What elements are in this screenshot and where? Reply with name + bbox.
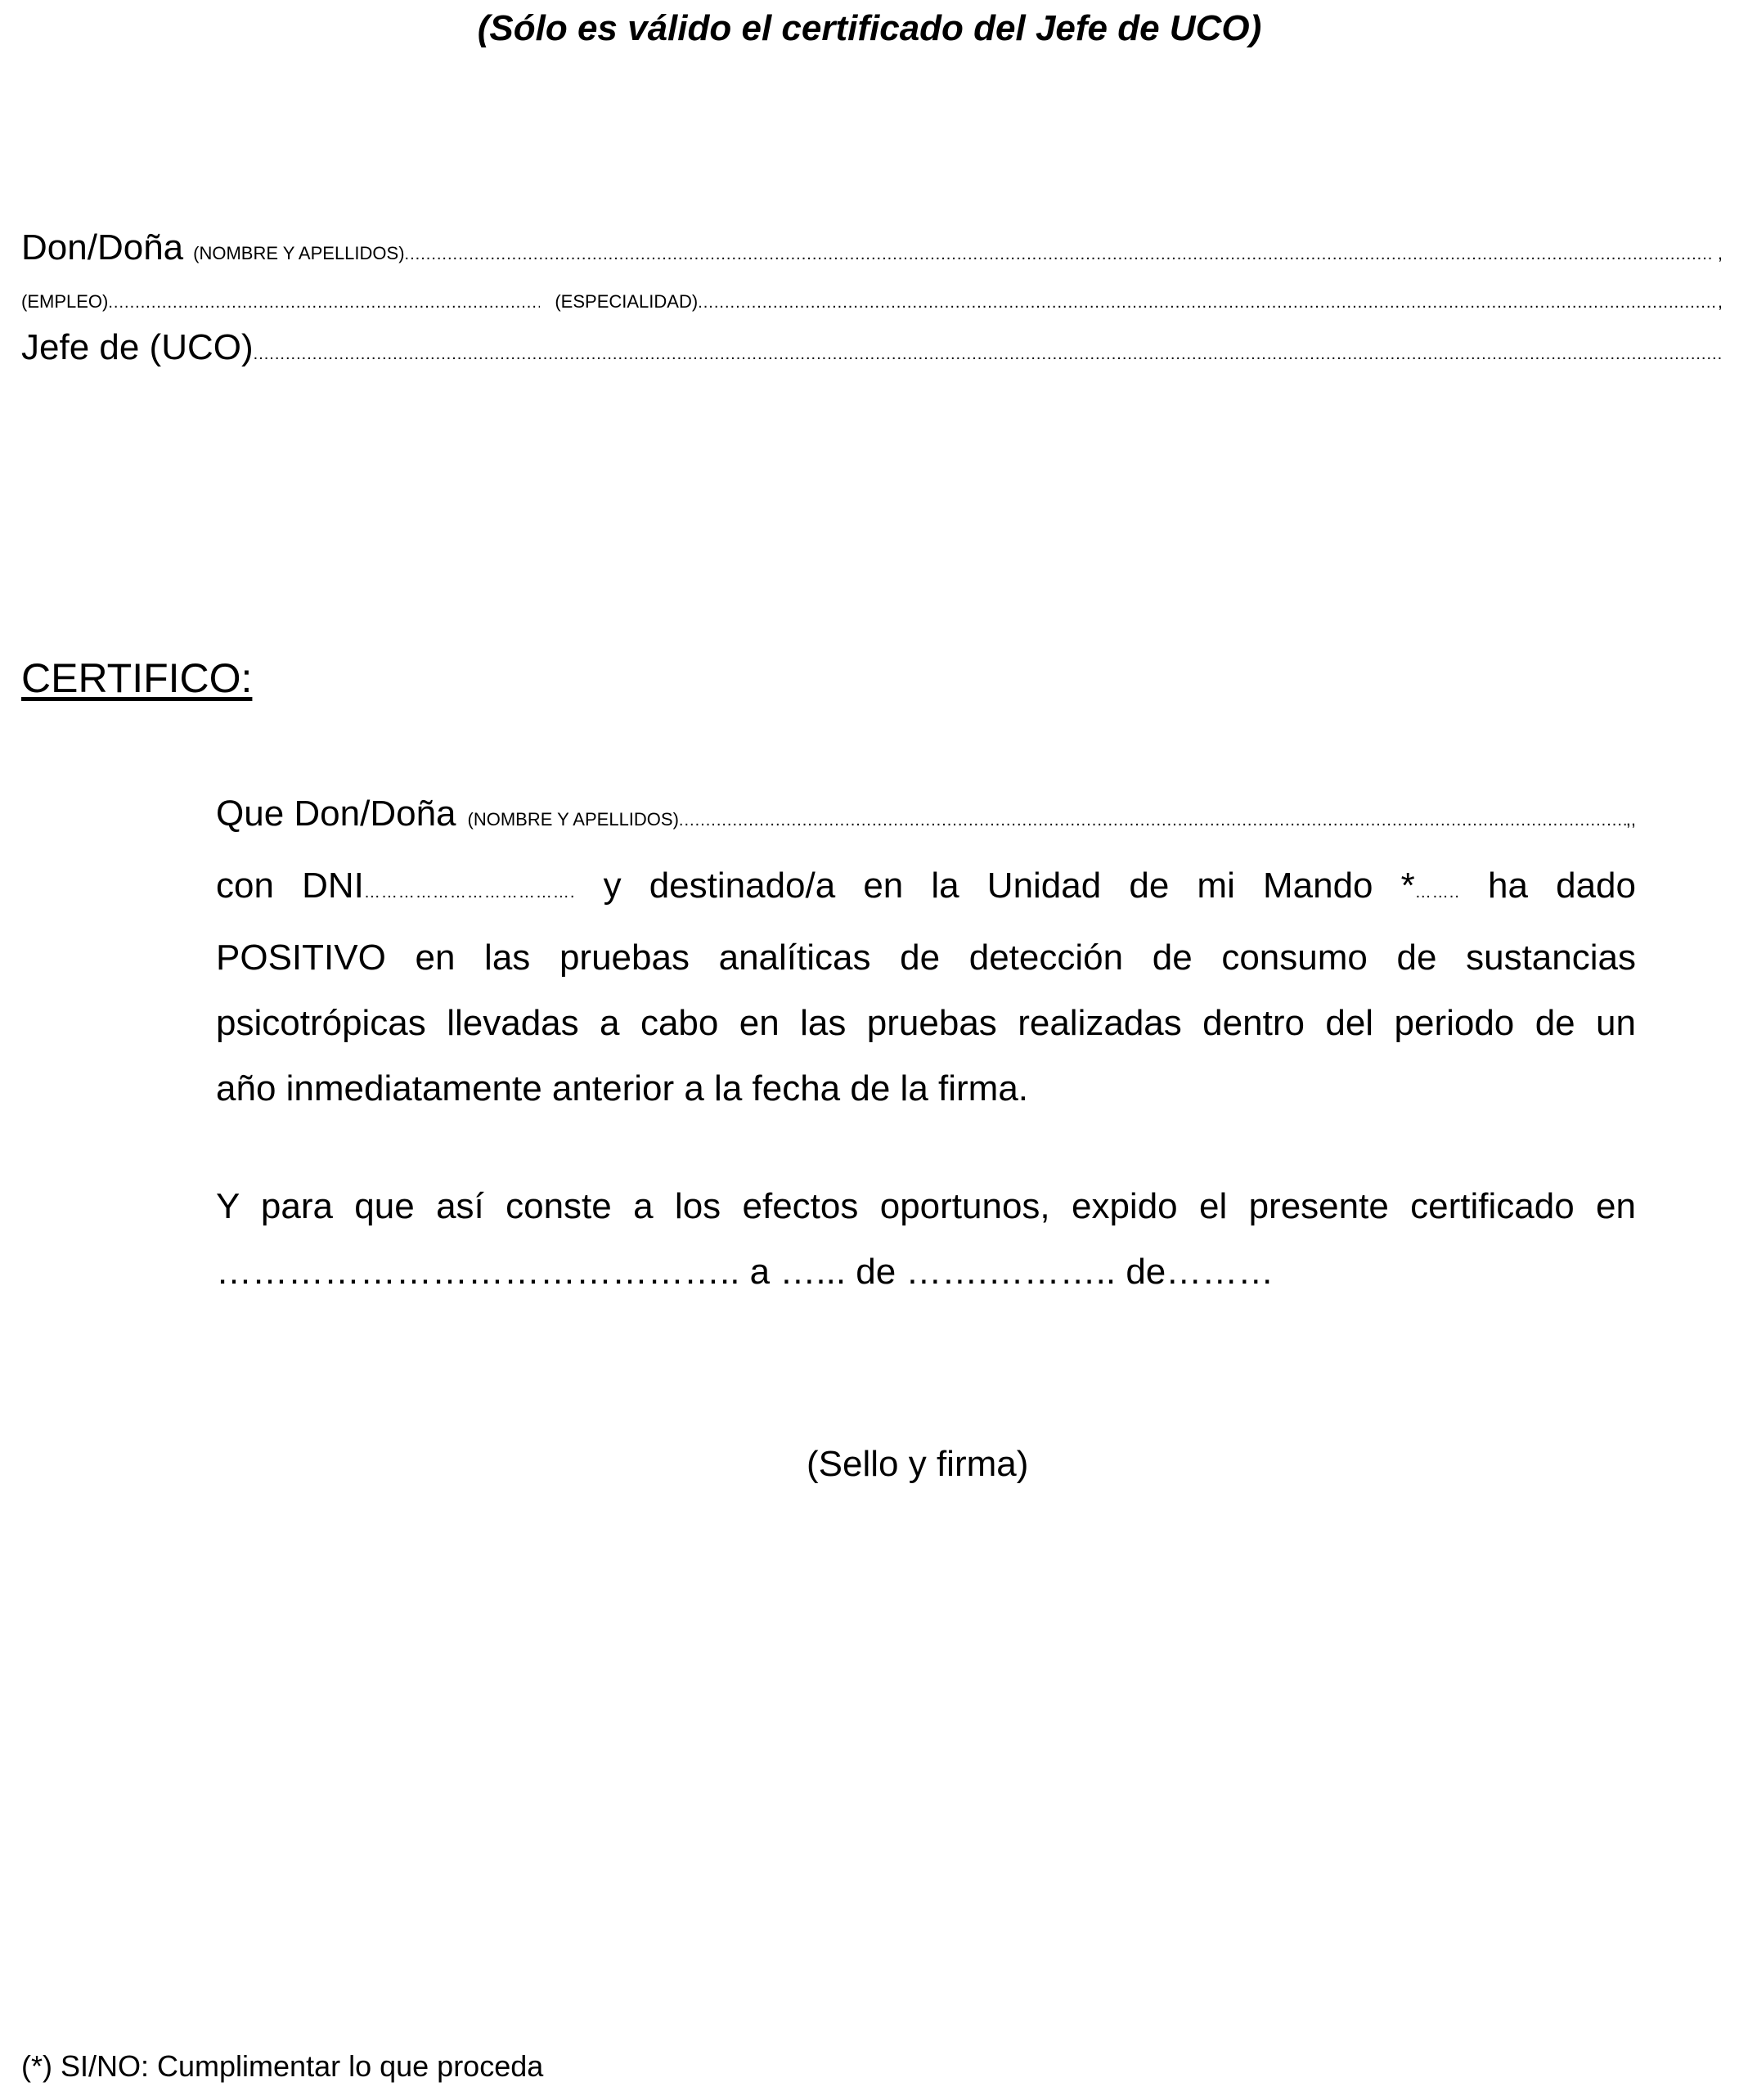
body-name-tail: ,, — [1625, 809, 1636, 830]
intro-rank-line — [21, 291, 1723, 313]
intro-unit-line — [21, 327, 1723, 368]
body-dni-field[interactable]: ………………………………. — [363, 884, 576, 902]
intro-specialty-hint: (ESPECIALIDAD) — [555, 291, 699, 312]
intro-name-field[interactable] — [405, 245, 1711, 264]
intro-unit-label: Jefe de (UCO) — [21, 327, 254, 367]
body-line-5: año inmediatamente anterior a la fecha de la firma. — [216, 1068, 1029, 1108]
body-line-3: POSITIVO en las pruebas analíticas de detección de consumo de sustancias — [216, 938, 1636, 978]
body-line-4: psicotrópicas llevadas a cabo en las pruebas realizadas dentro del periodo de un — [216, 1003, 1636, 1043]
intro-rank-field[interactable] — [108, 294, 540, 313]
intro-name-label: Don/Doña — [21, 227, 184, 268]
body-unit-text: y destinado/a en la Unidad de mi Mando * — [603, 866, 1415, 906]
closing-line-1: Y para que así conste a los efectos oportunos, expido el presente certificado en — [216, 1186, 1636, 1226]
intro-rank-hint: (EMPLEO) — [21, 291, 109, 312]
closing-paragraph — [216, 1174, 1636, 1305]
intro-specialty-field[interactable] — [698, 294, 1718, 313]
body-name-field[interactable] — [679, 788, 1626, 853]
body-line-2 — [216, 853, 1636, 925]
footnote: (*) SI/NO: Cumplimentar lo que proceda — [21, 2049, 544, 2083]
intro-unit-field[interactable] — [254, 345, 1723, 364]
certificate-body — [216, 781, 1636, 1122]
intro-specialty-comma: , — [1717, 291, 1723, 312]
body-dni-label: con DNI — [216, 866, 364, 906]
closing-date-line[interactable]: …………………………………….. a …... de …….……….. de……… — [216, 1252, 1274, 1292]
seal-signature-label: (Sello y firma) — [807, 1444, 1029, 1484]
intro-name-hint: (NOMBRE Y APELLIDOS) — [193, 243, 405, 263]
body-name-label: Que Don/Doña — [216, 794, 456, 834]
body-unit-field[interactable]: …….. — [1414, 884, 1460, 902]
intro-name-comma: , — [1717, 243, 1723, 263]
body-name-hint: (NOMBRE Y APELLIDOS) — [467, 809, 679, 830]
body-result-text: ha dado — [1488, 866, 1637, 906]
body-line-1 — [216, 781, 1636, 853]
header-note: (Sólo es válido el certificado del Jefe de UCO) — [477, 8, 1262, 48]
intro-name-line — [21, 227, 1723, 268]
certifico-heading: CERTIFICO: — [21, 655, 253, 701]
